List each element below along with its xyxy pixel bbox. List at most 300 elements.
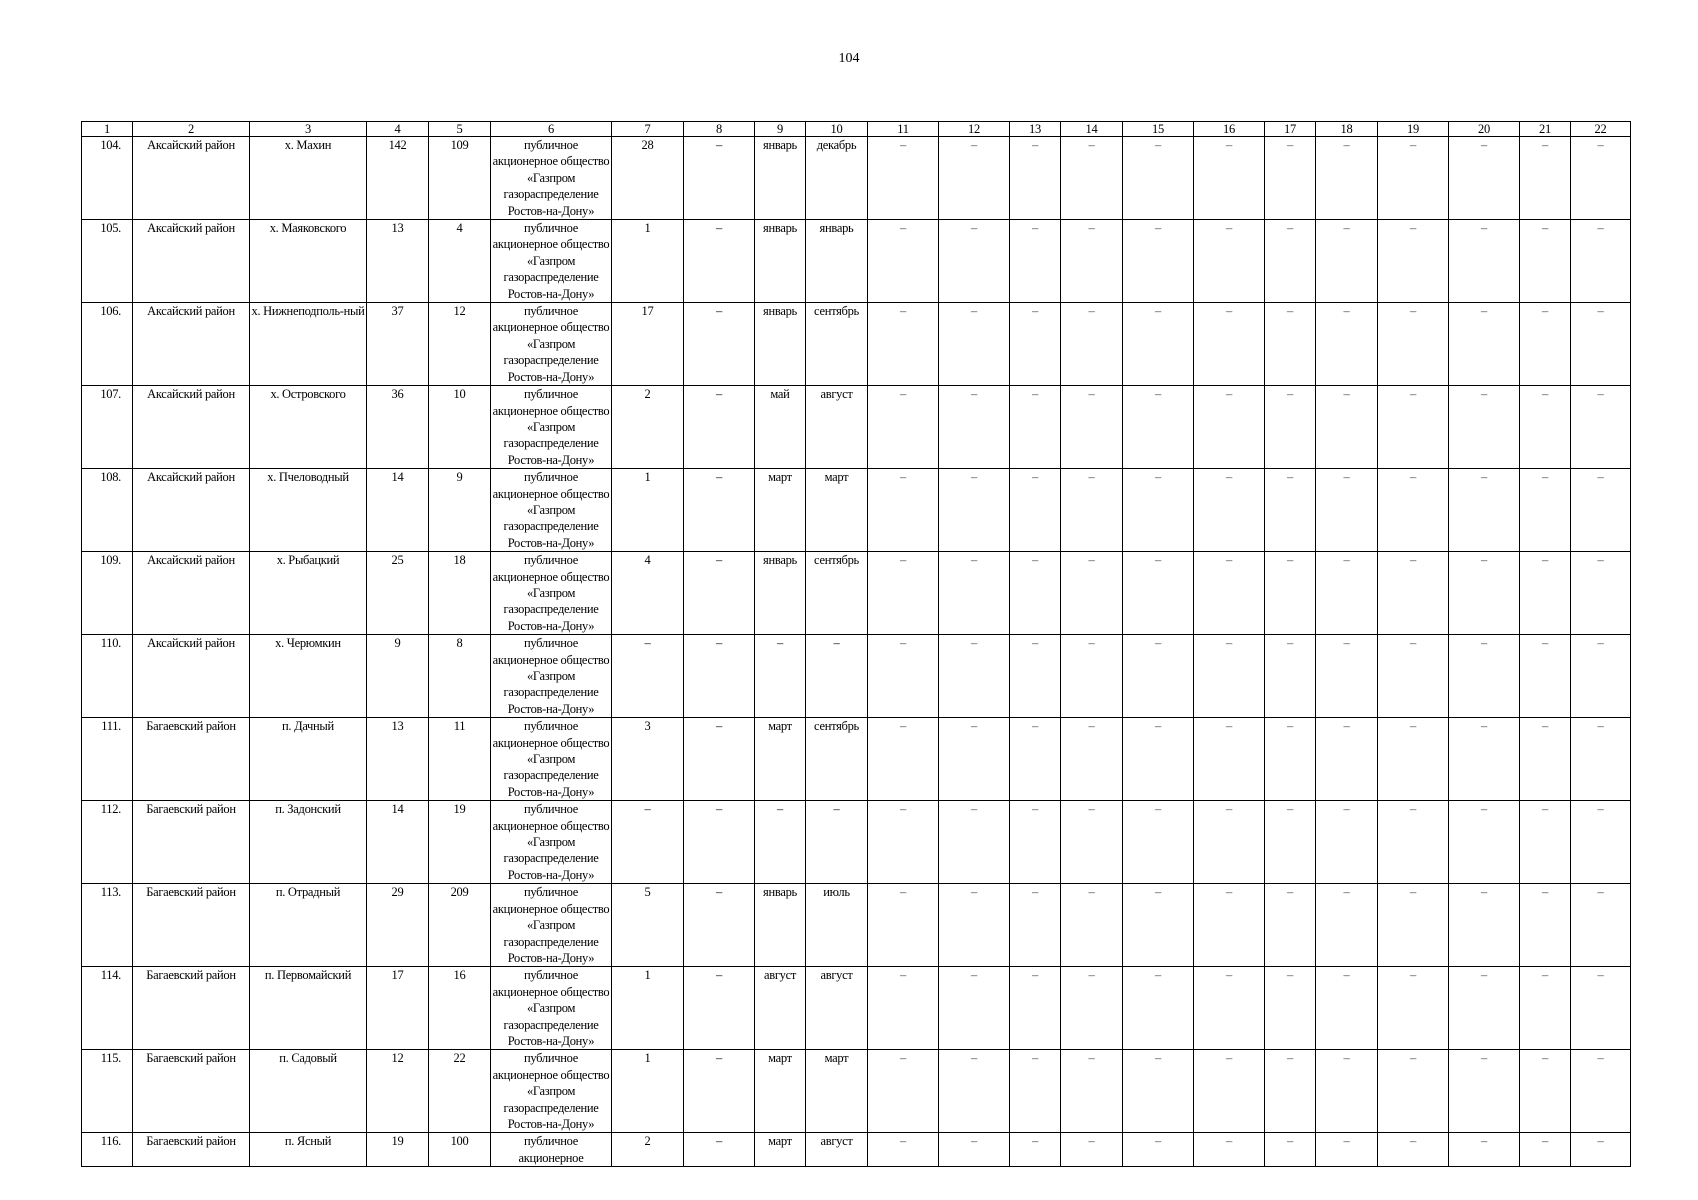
- district-cell: Аксайский район: [133, 137, 250, 220]
- col-22-cell: –: [1571, 386, 1631, 469]
- col-18-cell: –: [1316, 967, 1378, 1050]
- start-month-cell: март: [755, 469, 806, 552]
- row-number: 108.: [82, 469, 133, 552]
- organization-cell: публичное акционерное общество «Газпром газораспределение Ростов-на-Дону»: [491, 303, 612, 386]
- col-8-cell: –: [684, 220, 755, 303]
- table-row: [82, 635, 1631, 718]
- col-7-cell: 28: [612, 137, 684, 220]
- col-11-cell: –: [868, 718, 939, 801]
- col-7-cell: 17: [612, 303, 684, 386]
- table-row: [82, 303, 1631, 386]
- col-13-cell: –: [1010, 884, 1061, 967]
- col-15-cell: –: [1123, 967, 1194, 1050]
- start-month-cell: –: [755, 635, 806, 718]
- col-22-cell: –: [1571, 1133, 1631, 1167]
- col-11-cell: –: [868, 552, 939, 635]
- col-20-cell: –: [1449, 884, 1520, 967]
- col-22-cell: –: [1571, 1050, 1631, 1133]
- table-row: [82, 137, 1631, 220]
- col-11-cell: –: [868, 967, 939, 1050]
- table-row: [82, 801, 1631, 884]
- locality-cell: х. Пчеловодный: [250, 469, 367, 552]
- district-cell: Багаевский район: [133, 801, 250, 884]
- col-8-cell: –: [684, 635, 755, 718]
- col-21-cell: –: [1520, 303, 1571, 386]
- col-4-cell: 37: [367, 303, 429, 386]
- col-7-cell: 2: [612, 386, 684, 469]
- col-21-cell: –: [1520, 635, 1571, 718]
- col-17-cell: –: [1265, 884, 1316, 967]
- organization-cell: публичное акционерное общество «Газпром газораспределение Ростов-на-Дону»: [491, 386, 612, 469]
- col-4-cell: 13: [367, 718, 429, 801]
- locality-cell: х. Рыбацкий: [250, 552, 367, 635]
- col-20-cell: –: [1449, 635, 1520, 718]
- col-22-cell: –: [1571, 220, 1631, 303]
- table-row: [82, 220, 1631, 303]
- col-4-cell: 17: [367, 967, 429, 1050]
- col-18-cell: –: [1316, 220, 1378, 303]
- column-number-2: 2: [133, 122, 250, 137]
- locality-cell: х. Островского: [250, 386, 367, 469]
- col-16-cell: –: [1194, 137, 1265, 220]
- col-11-cell: –: [868, 303, 939, 386]
- col-11-cell: –: [868, 1133, 939, 1167]
- column-number-8: 8: [684, 122, 755, 137]
- col-16-cell: –: [1194, 1050, 1265, 1133]
- district-cell: Аксайский район: [133, 220, 250, 303]
- col-14-cell: –: [1061, 718, 1123, 801]
- col-16-cell: –: [1194, 801, 1265, 884]
- col-5-cell: 4: [429, 220, 491, 303]
- col-13-cell: –: [1010, 635, 1061, 718]
- row-number: 111.: [82, 718, 133, 801]
- locality-cell: п. Дачный: [250, 718, 367, 801]
- col-16-cell: –: [1194, 967, 1265, 1050]
- col-22-cell: –: [1571, 635, 1631, 718]
- col-17-cell: –: [1265, 1050, 1316, 1133]
- col-12-cell: –: [939, 303, 1010, 386]
- col-12-cell: –: [939, 1050, 1010, 1133]
- col-11-cell: –: [868, 137, 939, 220]
- col-13-cell: –: [1010, 552, 1061, 635]
- column-number-1: 1: [82, 122, 133, 137]
- col-16-cell: –: [1194, 635, 1265, 718]
- col-11-cell: –: [868, 884, 939, 967]
- district-cell: Аксайский район: [133, 635, 250, 718]
- col-11-cell: –: [868, 469, 939, 552]
- col-19-cell: –: [1378, 137, 1449, 220]
- col-18-cell: –: [1316, 1133, 1378, 1167]
- locality-cell: х. Черюмкин: [250, 635, 367, 718]
- column-number-5: 5: [429, 122, 491, 137]
- col-12-cell: –: [939, 1133, 1010, 1167]
- end-month-cell: август: [806, 1133, 868, 1167]
- table-row: [82, 1050, 1631, 1133]
- column-number-9: 9: [755, 122, 806, 137]
- col-8-cell: –: [684, 552, 755, 635]
- col-7-cell: 1: [612, 1050, 684, 1133]
- col-12-cell: –: [939, 469, 1010, 552]
- col-19-cell: –: [1378, 220, 1449, 303]
- col-11-cell: –: [868, 635, 939, 718]
- locality-cell: х. Нижнеподполь-ный: [250, 303, 367, 386]
- col-19-cell: –: [1378, 801, 1449, 884]
- col-7-cell: 1: [612, 469, 684, 552]
- col-5-cell: 18: [429, 552, 491, 635]
- col-16-cell: –: [1194, 552, 1265, 635]
- col-15-cell: –: [1123, 469, 1194, 552]
- col-22-cell: –: [1571, 552, 1631, 635]
- col-19-cell: –: [1378, 303, 1449, 386]
- organization-cell: публичное акционерное общество «Газпром газораспределение Ростов-на-Дону»: [491, 469, 612, 552]
- column-number-20: 20: [1449, 122, 1520, 137]
- start-month-cell: январь: [755, 220, 806, 303]
- end-month-cell: сентябрь: [806, 552, 868, 635]
- col-21-cell: –: [1520, 137, 1571, 220]
- col-8-cell: –: [684, 801, 755, 884]
- col-5-cell: 109: [429, 137, 491, 220]
- col-15-cell: –: [1123, 718, 1194, 801]
- col-13-cell: –: [1010, 220, 1061, 303]
- col-8-cell: –: [684, 884, 755, 967]
- col-16-cell: –: [1194, 1133, 1265, 1167]
- col-16-cell: –: [1194, 303, 1265, 386]
- col-13-cell: –: [1010, 386, 1061, 469]
- col-21-cell: –: [1520, 801, 1571, 884]
- organization-cell: публичное акционерное общество «Газпром газораспределение Ростов-на-Дону»: [491, 967, 612, 1050]
- col-5-cell: 11: [429, 718, 491, 801]
- col-20-cell: –: [1449, 718, 1520, 801]
- organization-cell: публичное акционерное общество «Газпром газораспределение Ростов-на-Дону»: [491, 718, 612, 801]
- col-4-cell: 14: [367, 469, 429, 552]
- col-8-cell: –: [684, 303, 755, 386]
- table-row: [82, 469, 1631, 552]
- col-20-cell: –: [1449, 137, 1520, 220]
- col-15-cell: –: [1123, 386, 1194, 469]
- col-8-cell: –: [684, 718, 755, 801]
- column-number-6: 6: [491, 122, 612, 137]
- col-22-cell: –: [1571, 718, 1631, 801]
- col-7-cell: –: [612, 801, 684, 884]
- locality-cell: х. Маяковского: [250, 220, 367, 303]
- col-13-cell: –: [1010, 137, 1061, 220]
- organization-cell: публичное акционерное общество «Газпром газораспределение Ростов-на-Дону»: [491, 801, 612, 884]
- col-8-cell: –: [684, 386, 755, 469]
- col-21-cell: –: [1520, 220, 1571, 303]
- col-7-cell: 4: [612, 552, 684, 635]
- col-14-cell: –: [1061, 635, 1123, 718]
- col-15-cell: –: [1123, 220, 1194, 303]
- col-8-cell: –: [684, 967, 755, 1050]
- col-16-cell: –: [1194, 469, 1265, 552]
- col-20-cell: –: [1449, 1133, 1520, 1167]
- col-20-cell: –: [1449, 303, 1520, 386]
- page-number: 104: [838, 51, 860, 66]
- row-number: 114.: [82, 967, 133, 1050]
- row-number: 107.: [82, 386, 133, 469]
- col-12-cell: –: [939, 884, 1010, 967]
- row-number: 110.: [82, 635, 133, 718]
- row-number: 115.: [82, 1050, 133, 1133]
- end-month-cell: январь: [806, 220, 868, 303]
- col-5-cell: 9: [429, 469, 491, 552]
- col-17-cell: –: [1265, 386, 1316, 469]
- col-12-cell: –: [939, 635, 1010, 718]
- col-11-cell: –: [868, 1050, 939, 1133]
- col-18-cell: –: [1316, 1050, 1378, 1133]
- col-18-cell: –: [1316, 801, 1378, 884]
- end-month-cell: март: [806, 469, 868, 552]
- col-15-cell: –: [1123, 801, 1194, 884]
- col-19-cell: –: [1378, 718, 1449, 801]
- col-14-cell: –: [1061, 1133, 1123, 1167]
- col-20-cell: –: [1449, 220, 1520, 303]
- district-cell: Багаевский район: [133, 967, 250, 1050]
- col-22-cell: –: [1571, 303, 1631, 386]
- col-15-cell: –: [1123, 1133, 1194, 1167]
- col-20-cell: –: [1449, 552, 1520, 635]
- col-13-cell: –: [1010, 967, 1061, 1050]
- organization-cell: публичное акционерное: [491, 1133, 612, 1167]
- col-16-cell: –: [1194, 220, 1265, 303]
- col-14-cell: –: [1061, 137, 1123, 220]
- end-month-cell: сентябрь: [806, 303, 868, 386]
- col-12-cell: –: [939, 718, 1010, 801]
- col-4-cell: 14: [367, 801, 429, 884]
- col-21-cell: –: [1520, 469, 1571, 552]
- column-number-10: 10: [806, 122, 868, 137]
- col-12-cell: –: [939, 967, 1010, 1050]
- column-number-11: 11: [868, 122, 939, 137]
- district-cell: Багаевский район: [133, 1050, 250, 1133]
- col-13-cell: –: [1010, 469, 1061, 552]
- col-4-cell: 19: [367, 1133, 429, 1167]
- col-5-cell: 16: [429, 967, 491, 1050]
- district-cell: Багаевский район: [133, 884, 250, 967]
- organization-cell: публичное акционерное общество «Газпром газораспределение Ростов-на-Дону»: [491, 1050, 612, 1133]
- col-4-cell: 29: [367, 884, 429, 967]
- col-13-cell: –: [1010, 718, 1061, 801]
- col-14-cell: –: [1061, 967, 1123, 1050]
- col-17-cell: –: [1265, 967, 1316, 1050]
- col-18-cell: –: [1316, 386, 1378, 469]
- col-18-cell: –: [1316, 635, 1378, 718]
- organization-cell: публичное акционерное общество «Газпром газораспределение Ростов-на-Дону»: [491, 220, 612, 303]
- start-month-cell: март: [755, 718, 806, 801]
- col-17-cell: –: [1265, 552, 1316, 635]
- col-5-cell: 100: [429, 1133, 491, 1167]
- col-4-cell: 142: [367, 137, 429, 220]
- col-13-cell: –: [1010, 303, 1061, 386]
- col-7-cell: 2: [612, 1133, 684, 1167]
- start-month-cell: март: [755, 1050, 806, 1133]
- column-number-7: 7: [612, 122, 684, 137]
- col-22-cell: –: [1571, 469, 1631, 552]
- locality-cell: п. Задонский: [250, 801, 367, 884]
- col-18-cell: –: [1316, 718, 1378, 801]
- start-month-cell: январь: [755, 884, 806, 967]
- col-19-cell: –: [1378, 386, 1449, 469]
- table-row: [82, 718, 1631, 801]
- col-19-cell: –: [1378, 1133, 1449, 1167]
- row-number: 105.: [82, 220, 133, 303]
- col-22-cell: –: [1571, 137, 1631, 220]
- organization-cell: публичное акционерное общество «Газпром газораспределение Ростов-на-Дону»: [491, 137, 612, 220]
- col-20-cell: –: [1449, 801, 1520, 884]
- col-12-cell: –: [939, 552, 1010, 635]
- col-14-cell: –: [1061, 220, 1123, 303]
- col-20-cell: –: [1449, 386, 1520, 469]
- col-22-cell: –: [1571, 884, 1631, 967]
- column-number-14: 14: [1061, 122, 1123, 137]
- col-17-cell: –: [1265, 220, 1316, 303]
- organization-cell: публичное акционерное общество «Газпром газораспределение Ростов-на-Дону»: [491, 635, 612, 718]
- col-16-cell: –: [1194, 884, 1265, 967]
- col-17-cell: –: [1265, 137, 1316, 220]
- start-month-cell: январь: [755, 137, 806, 220]
- locality-cell: п. Отрадный: [250, 884, 367, 967]
- col-20-cell: –: [1449, 469, 1520, 552]
- col-11-cell: –: [868, 220, 939, 303]
- district-cell: Аксайский район: [133, 303, 250, 386]
- col-14-cell: –: [1061, 469, 1123, 552]
- col-15-cell: –: [1123, 552, 1194, 635]
- col-5-cell: 12: [429, 303, 491, 386]
- column-number-row: [82, 122, 1631, 137]
- col-11-cell: –: [868, 386, 939, 469]
- col-18-cell: –: [1316, 303, 1378, 386]
- end-month-cell: август: [806, 386, 868, 469]
- col-12-cell: –: [939, 220, 1010, 303]
- start-month-cell: –: [755, 801, 806, 884]
- locality-cell: п. Первомайский: [250, 967, 367, 1050]
- start-month-cell: август: [755, 967, 806, 1050]
- start-month-cell: март: [755, 1133, 806, 1167]
- column-number-16: 16: [1194, 122, 1265, 137]
- organization-cell: публичное акционерное общество «Газпром газораспределение Ростов-на-Дону»: [491, 884, 612, 967]
- col-13-cell: –: [1010, 1133, 1061, 1167]
- column-number-18: 18: [1316, 122, 1378, 137]
- organization-cell: публичное акционерное общество «Газпром газораспределение Ростов-на-Дону»: [491, 552, 612, 635]
- col-14-cell: –: [1061, 552, 1123, 635]
- col-19-cell: –: [1378, 1050, 1449, 1133]
- end-month-cell: сентябрь: [806, 718, 868, 801]
- end-month-cell: –: [806, 801, 868, 884]
- district-cell: Аксайский район: [133, 386, 250, 469]
- table-row: [82, 552, 1631, 635]
- start-month-cell: январь: [755, 552, 806, 635]
- row-number: 113.: [82, 884, 133, 967]
- column-number-22: 22: [1571, 122, 1631, 137]
- col-14-cell: –: [1061, 1050, 1123, 1133]
- col-17-cell: –: [1265, 635, 1316, 718]
- col-7-cell: 1: [612, 220, 684, 303]
- column-number-21: 21: [1520, 122, 1571, 137]
- column-number-4: 4: [367, 122, 429, 137]
- col-17-cell: –: [1265, 801, 1316, 884]
- col-4-cell: 25: [367, 552, 429, 635]
- district-cell: Багаевский район: [133, 718, 250, 801]
- col-8-cell: –: [684, 1133, 755, 1167]
- col-8-cell: –: [684, 137, 755, 220]
- col-14-cell: –: [1061, 386, 1123, 469]
- table-row: [82, 884, 1631, 967]
- table-row: [82, 1133, 1631, 1167]
- column-number-12: 12: [939, 122, 1010, 137]
- col-19-cell: –: [1378, 469, 1449, 552]
- col-5-cell: 19: [429, 801, 491, 884]
- col-13-cell: –: [1010, 1050, 1061, 1133]
- col-14-cell: –: [1061, 884, 1123, 967]
- col-18-cell: –: [1316, 137, 1378, 220]
- row-number: 112.: [82, 801, 133, 884]
- row-number: 104.: [82, 137, 133, 220]
- row-number: 109.: [82, 552, 133, 635]
- district-cell: Багаевский район: [133, 1133, 250, 1167]
- col-7-cell: –: [612, 635, 684, 718]
- locality-cell: х. Махин: [250, 137, 367, 220]
- col-14-cell: –: [1061, 303, 1123, 386]
- col-5-cell: 8: [429, 635, 491, 718]
- col-15-cell: –: [1123, 303, 1194, 386]
- col-21-cell: –: [1520, 1133, 1571, 1167]
- column-number-17: 17: [1265, 122, 1316, 137]
- col-21-cell: –: [1520, 1050, 1571, 1133]
- col-21-cell: –: [1520, 552, 1571, 635]
- col-21-cell: –: [1520, 718, 1571, 801]
- district-cell: Аксайский район: [133, 469, 250, 552]
- row-number: 116.: [82, 1133, 133, 1167]
- column-number-19: 19: [1378, 122, 1449, 137]
- end-month-cell: –: [806, 635, 868, 718]
- col-22-cell: –: [1571, 967, 1631, 1050]
- col-5-cell: 22: [429, 1050, 491, 1133]
- col-7-cell: 1: [612, 967, 684, 1050]
- locality-cell: п. Ясный: [250, 1133, 367, 1167]
- col-4-cell: 9: [367, 635, 429, 718]
- col-22-cell: –: [1571, 801, 1631, 884]
- end-month-cell: июль: [806, 884, 868, 967]
- col-5-cell: 10: [429, 386, 491, 469]
- col-19-cell: –: [1378, 552, 1449, 635]
- start-month-cell: январь: [755, 303, 806, 386]
- col-21-cell: –: [1520, 967, 1571, 1050]
- col-14-cell: –: [1061, 801, 1123, 884]
- col-8-cell: –: [684, 1050, 755, 1133]
- col-21-cell: –: [1520, 386, 1571, 469]
- col-5-cell: 209: [429, 884, 491, 967]
- col-12-cell: –: [939, 386, 1010, 469]
- col-7-cell: 5: [612, 884, 684, 967]
- col-21-cell: –: [1520, 884, 1571, 967]
- col-17-cell: –: [1265, 1133, 1316, 1167]
- col-4-cell: 13: [367, 220, 429, 303]
- table-row: [82, 386, 1631, 469]
- col-20-cell: –: [1449, 1050, 1520, 1133]
- col-18-cell: –: [1316, 884, 1378, 967]
- col-11-cell: –: [868, 801, 939, 884]
- data-table: [81, 121, 1631, 1167]
- col-8-cell: –: [684, 469, 755, 552]
- col-19-cell: –: [1378, 967, 1449, 1050]
- col-17-cell: –: [1265, 718, 1316, 801]
- col-18-cell: –: [1316, 469, 1378, 552]
- col-12-cell: –: [939, 137, 1010, 220]
- end-month-cell: август: [806, 967, 868, 1050]
- col-19-cell: –: [1378, 635, 1449, 718]
- col-18-cell: –: [1316, 552, 1378, 635]
- column-number-13: 13: [1010, 122, 1061, 137]
